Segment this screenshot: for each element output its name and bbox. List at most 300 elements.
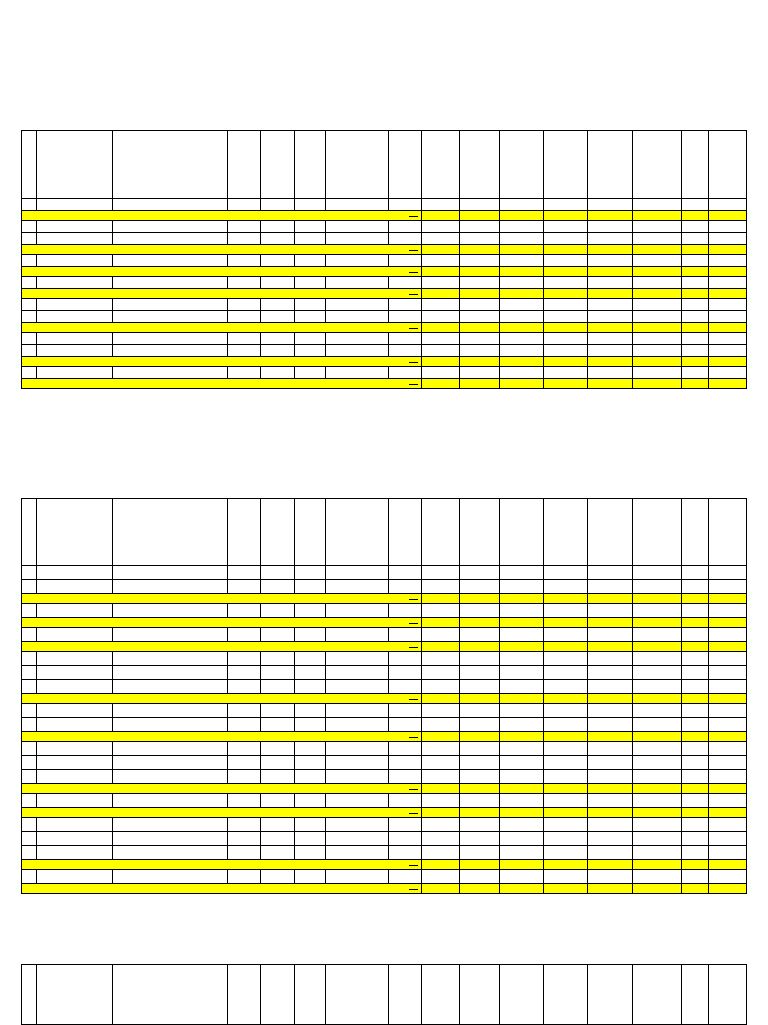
grid-cell[interactable]	[421, 566, 460, 580]
grid-cell[interactable]	[227, 770, 261, 784]
subtotal-cell[interactable]	[681, 594, 708, 604]
grid-cell[interactable]	[113, 718, 227, 732]
grid-cell[interactable]	[294, 580, 325, 594]
subtotal-cell[interactable]	[681, 784, 708, 794]
header-cell[interactable]	[500, 131, 544, 199]
subtotal-cell[interactable]	[632, 323, 681, 333]
subtotal-cell[interactable]	[632, 642, 681, 652]
grid-cell[interactable]	[22, 832, 37, 846]
grid-cell[interactable]	[261, 299, 295, 311]
grid-cell[interactable]	[227, 604, 261, 618]
grid-cell[interactable]	[588, 718, 632, 732]
header-cell[interactable]	[326, 965, 389, 1025]
subtotal-cell[interactable]	[500, 267, 544, 277]
grid-cell[interactable]	[588, 756, 632, 770]
grid-cell[interactable]	[389, 604, 422, 618]
header-cell[interactable]	[22, 499, 37, 566]
header-cell[interactable]	[421, 131, 460, 199]
grid-cell[interactable]	[632, 794, 681, 808]
subtotal-cell[interactable]	[544, 694, 588, 704]
grid-cell[interactable]	[36, 846, 113, 860]
grid-cell[interactable]	[709, 704, 747, 718]
grid-cell[interactable]	[113, 846, 227, 860]
subtotal-cell[interactable]	[632, 379, 681, 389]
subtotal-cell[interactable]	[421, 267, 460, 277]
subtotal-cell[interactable]	[632, 784, 681, 794]
grid-cell[interactable]	[389, 580, 422, 594]
subtotal-cell[interactable]	[460, 211, 500, 221]
grid-cell[interactable]	[460, 742, 500, 756]
grid-cell[interactable]	[389, 770, 422, 784]
grid-cell[interactable]	[22, 299, 37, 311]
subtotal-cell[interactable]	[460, 694, 500, 704]
header-cell[interactable]	[421, 499, 460, 566]
header-cell[interactable]	[460, 499, 500, 566]
header-cell[interactable]	[113, 131, 227, 199]
grid-cell[interactable]	[261, 756, 295, 770]
grid-cell[interactable]	[261, 770, 295, 784]
subtotal-cell[interactable]	[709, 732, 747, 742]
grid-cell[interactable]	[709, 233, 747, 245]
grid-cell[interactable]	[421, 770, 460, 784]
grid-cell[interactable]	[500, 580, 544, 594]
grid-cell[interactable]	[709, 628, 747, 642]
grid-cell[interactable]	[588, 311, 632, 323]
grid-cell[interactable]	[113, 870, 227, 884]
subtotal-cell[interactable]	[421, 884, 460, 894]
subtotal-cell[interactable]	[544, 245, 588, 255]
subtotal-cell[interactable]	[421, 618, 460, 628]
grid-cell[interactable]	[500, 277, 544, 289]
grid-cell[interactable]	[709, 870, 747, 884]
grid-cell[interactable]	[261, 566, 295, 580]
grid-cell[interactable]	[632, 704, 681, 718]
grid-cell[interactable]	[326, 718, 389, 732]
subtotal-label-cell[interactable]	[22, 289, 422, 299]
subtotal-cell[interactable]	[460, 618, 500, 628]
grid-cell[interactable]	[500, 742, 544, 756]
grid-cell[interactable]	[294, 770, 325, 784]
grid-cell[interactable]	[227, 367, 261, 379]
subtotal-cell[interactable]	[681, 289, 708, 299]
subtotal-cell[interactable]	[632, 289, 681, 299]
grid-cell[interactable]	[326, 770, 389, 784]
grid-cell[interactable]	[389, 742, 422, 756]
grid-cell[interactable]	[421, 742, 460, 756]
grid-cell[interactable]	[460, 580, 500, 594]
subtotal-cell[interactable]	[588, 808, 632, 818]
grid-cell[interactable]	[500, 566, 544, 580]
grid-cell[interactable]	[460, 704, 500, 718]
subtotal-cell[interactable]	[681, 808, 708, 818]
grid-cell[interactable]	[421, 652, 460, 666]
grid-cell[interactable]	[544, 756, 588, 770]
subtotal-cell[interactable]	[500, 289, 544, 299]
grid-cell[interactable]	[544, 333, 588, 345]
grid-cell[interactable]	[227, 628, 261, 642]
grid-cell[interactable]	[227, 221, 261, 233]
grid-cell[interactable]	[113, 299, 227, 311]
grid-cell[interactable]	[113, 794, 227, 808]
grid-cell[interactable]	[681, 628, 708, 642]
grid-cell[interactable]	[421, 870, 460, 884]
grid-cell[interactable]	[261, 604, 295, 618]
subtotal-cell[interactable]	[544, 357, 588, 367]
subtotal-cell[interactable]	[588, 267, 632, 277]
grid-cell[interactable]	[294, 652, 325, 666]
grid-cell[interactable]	[500, 832, 544, 846]
grid-cell[interactable]	[36, 718, 113, 732]
subtotal-label-cell[interactable]	[22, 594, 422, 604]
subtotal-cell[interactable]	[421, 211, 460, 221]
subtotal-cell[interactable]	[460, 860, 500, 870]
subtotal-cell[interactable]	[500, 808, 544, 818]
grid-cell[interactable]	[588, 199, 632, 211]
subtotal-cell[interactable]	[421, 323, 460, 333]
grid-cell[interactable]	[22, 311, 37, 323]
subtotal-cell[interactable]	[500, 732, 544, 742]
subtotal-cell[interactable]	[588, 594, 632, 604]
grid-cell[interactable]	[421, 233, 460, 245]
grid-cell[interactable]	[294, 680, 325, 694]
subtotal-cell[interactable]	[709, 594, 747, 604]
grid-cell[interactable]	[588, 846, 632, 860]
subtotal-cell[interactable]	[588, 211, 632, 221]
subtotal-cell[interactable]	[544, 379, 588, 389]
header-cell[interactable]	[544, 131, 588, 199]
grid-cell[interactable]	[544, 742, 588, 756]
grid-cell[interactable]	[326, 299, 389, 311]
grid-cell[interactable]	[681, 277, 708, 289]
grid-cell[interactable]	[588, 832, 632, 846]
grid-cell[interactable]	[681, 770, 708, 784]
grid-cell[interactable]	[294, 566, 325, 580]
grid-cell[interactable]	[326, 652, 389, 666]
grid-cell[interactable]	[261, 367, 295, 379]
grid-cell[interactable]	[709, 604, 747, 618]
subtotal-label-cell[interactable]	[22, 245, 422, 255]
grid-cell[interactable]	[460, 367, 500, 379]
grid-cell[interactable]	[113, 756, 227, 770]
subtotal-cell[interactable]	[588, 379, 632, 389]
header-cell[interactable]	[709, 131, 747, 199]
grid-cell[interactable]	[709, 846, 747, 860]
grid-cell[interactable]	[227, 333, 261, 345]
grid-cell[interactable]	[632, 870, 681, 884]
subtotal-cell[interactable]	[709, 379, 747, 389]
grid-cell[interactable]	[681, 367, 708, 379]
subtotal-cell[interactable]	[500, 642, 544, 652]
grid-cell[interactable]	[227, 311, 261, 323]
grid-cell[interactable]	[22, 277, 37, 289]
subtotal-cell[interactable]	[681, 618, 708, 628]
grid-cell[interactable]	[326, 580, 389, 594]
grid-cell[interactable]	[421, 277, 460, 289]
grid-cell[interactable]	[709, 566, 747, 580]
grid-cell[interactable]	[294, 233, 325, 245]
grid-cell[interactable]	[544, 255, 588, 267]
grid-cell[interactable]	[22, 704, 37, 718]
grid-cell[interactable]	[500, 756, 544, 770]
grid-cell[interactable]	[261, 333, 295, 345]
grid-cell[interactable]	[36, 704, 113, 718]
grid-cell[interactable]	[500, 704, 544, 718]
grid-cell[interactable]	[261, 680, 295, 694]
subtotal-cell[interactable]	[709, 211, 747, 221]
grid-cell[interactable]	[261, 345, 295, 357]
grid-cell[interactable]	[227, 652, 261, 666]
grid-cell[interactable]	[36, 628, 113, 642]
grid-cell[interactable]	[294, 277, 325, 289]
grid-cell[interactable]	[500, 199, 544, 211]
grid-cell[interactable]	[389, 832, 422, 846]
subtotal-cell[interactable]	[421, 245, 460, 255]
grid-cell[interactable]	[588, 333, 632, 345]
subtotal-cell[interactable]	[681, 642, 708, 652]
grid-cell[interactable]	[261, 704, 295, 718]
header-cell[interactable]	[227, 499, 261, 566]
grid-cell[interactable]	[709, 311, 747, 323]
subtotal-cell[interactable]	[709, 618, 747, 628]
grid-cell[interactable]	[421, 818, 460, 832]
subtotal-cell[interactable]	[421, 860, 460, 870]
grid-cell[interactable]	[709, 794, 747, 808]
grid-cell[interactable]	[681, 311, 708, 323]
grid-cell[interactable]	[500, 333, 544, 345]
grid-cell[interactable]	[544, 770, 588, 784]
grid-cell[interactable]	[544, 580, 588, 594]
header-cell[interactable]	[544, 965, 588, 1025]
grid-cell[interactable]	[681, 566, 708, 580]
header-cell[interactable]	[36, 131, 113, 199]
grid-cell[interactable]	[500, 652, 544, 666]
subtotal-cell[interactable]	[421, 694, 460, 704]
grid-cell[interactable]	[632, 680, 681, 694]
grid-cell[interactable]	[36, 255, 113, 267]
grid-cell[interactable]	[294, 704, 325, 718]
subtotal-cell[interactable]	[544, 289, 588, 299]
grid-cell[interactable]	[22, 756, 37, 770]
subtotal-cell[interactable]	[421, 289, 460, 299]
header-cell[interactable]	[326, 131, 389, 199]
grid-cell[interactable]	[294, 299, 325, 311]
grid-cell[interactable]	[681, 756, 708, 770]
grid-cell[interactable]	[227, 345, 261, 357]
grid-cell[interactable]	[421, 221, 460, 233]
grid-cell[interactable]	[36, 652, 113, 666]
header-cell[interactable]	[588, 499, 632, 566]
grid-cell[interactable]	[500, 818, 544, 832]
grid-cell[interactable]	[389, 666, 422, 680]
grid-cell[interactable]	[632, 311, 681, 323]
grid-cell[interactable]	[261, 628, 295, 642]
grid-cell[interactable]	[389, 846, 422, 860]
subtotal-cell[interactable]	[421, 732, 460, 742]
subtotal-cell[interactable]	[709, 884, 747, 894]
grid-cell[interactable]	[421, 756, 460, 770]
grid-cell[interactable]	[36, 680, 113, 694]
grid-cell[interactable]	[709, 199, 747, 211]
grid-cell[interactable]	[36, 345, 113, 357]
grid-cell[interactable]	[632, 742, 681, 756]
grid-cell[interactable]	[421, 199, 460, 211]
subtotal-cell[interactable]	[500, 323, 544, 333]
grid-cell[interactable]	[36, 367, 113, 379]
grid-cell[interactable]	[227, 299, 261, 311]
header-cell[interactable]	[681, 965, 708, 1025]
grid-cell[interactable]	[294, 333, 325, 345]
subtotal-cell[interactable]	[544, 267, 588, 277]
grid-cell[interactable]	[588, 345, 632, 357]
grid-cell[interactable]	[709, 718, 747, 732]
grid-cell[interactable]	[460, 628, 500, 642]
grid-cell[interactable]	[326, 666, 389, 680]
subtotal-cell[interactable]	[544, 884, 588, 894]
grid-cell[interactable]	[227, 255, 261, 267]
subtotal-cell[interactable]	[588, 884, 632, 894]
grid-cell[interactable]	[421, 680, 460, 694]
grid-cell[interactable]	[709, 580, 747, 594]
grid-cell[interactable]	[22, 652, 37, 666]
grid-cell[interactable]	[544, 199, 588, 211]
subtotal-label-cell[interactable]	[22, 642, 422, 652]
grid-cell[interactable]	[389, 333, 422, 345]
header-cell[interactable]	[460, 965, 500, 1025]
grid-cell[interactable]	[460, 299, 500, 311]
grid-cell[interactable]	[261, 742, 295, 756]
grid-cell[interactable]	[294, 666, 325, 680]
header-cell[interactable]	[460, 131, 500, 199]
subtotal-cell[interactable]	[681, 357, 708, 367]
subtotal-cell[interactable]	[500, 694, 544, 704]
grid-cell[interactable]	[460, 333, 500, 345]
grid-cell[interactable]	[421, 333, 460, 345]
subtotal-cell[interactable]	[681, 694, 708, 704]
grid-cell[interactable]	[227, 666, 261, 680]
grid-cell[interactable]	[294, 832, 325, 846]
header-cell[interactable]	[632, 499, 681, 566]
grid-cell[interactable]	[632, 345, 681, 357]
grid-cell[interactable]	[22, 255, 37, 267]
grid-cell[interactable]	[460, 652, 500, 666]
header-cell[interactable]	[681, 131, 708, 199]
grid-cell[interactable]	[22, 794, 37, 808]
subtotal-cell[interactable]	[632, 694, 681, 704]
grid-cell[interactable]	[500, 870, 544, 884]
subtotal-cell[interactable]	[709, 642, 747, 652]
grid-cell[interactable]	[681, 333, 708, 345]
grid-cell[interactable]	[227, 742, 261, 756]
subtotal-cell[interactable]	[500, 618, 544, 628]
subtotal-cell[interactable]	[544, 618, 588, 628]
grid-cell[interactable]	[544, 299, 588, 311]
grid-cell[interactable]	[22, 566, 37, 580]
subtotal-cell[interactable]	[500, 594, 544, 604]
subtotal-cell[interactable]	[588, 642, 632, 652]
grid-cell[interactable]	[36, 233, 113, 245]
grid-cell[interactable]	[36, 794, 113, 808]
grid-cell[interactable]	[113, 566, 227, 580]
grid-cell[interactable]	[588, 770, 632, 784]
grid-cell[interactable]	[681, 652, 708, 666]
grid-cell[interactable]	[460, 345, 500, 357]
grid-cell[interactable]	[681, 846, 708, 860]
grid-cell[interactable]	[709, 832, 747, 846]
grid-cell[interactable]	[22, 345, 37, 357]
grid-cell[interactable]	[544, 277, 588, 289]
grid-cell[interactable]	[36, 604, 113, 618]
subtotal-cell[interactable]	[632, 267, 681, 277]
grid-cell[interactable]	[326, 333, 389, 345]
grid-cell[interactable]	[113, 255, 227, 267]
grid-cell[interactable]	[500, 770, 544, 784]
grid-cell[interactable]	[261, 221, 295, 233]
grid-cell[interactable]	[544, 680, 588, 694]
subtotal-cell[interactable]	[460, 357, 500, 367]
grid-cell[interactable]	[294, 604, 325, 618]
subtotal-cell[interactable]	[681, 323, 708, 333]
grid-cell[interactable]	[681, 704, 708, 718]
header-cell[interactable]	[421, 965, 460, 1025]
subtotal-cell[interactable]	[500, 860, 544, 870]
grid-cell[interactable]	[460, 566, 500, 580]
grid-cell[interactable]	[36, 566, 113, 580]
grid-cell[interactable]	[544, 345, 588, 357]
grid-cell[interactable]	[709, 221, 747, 233]
subtotal-cell[interactable]	[681, 267, 708, 277]
subtotal-cell[interactable]	[709, 694, 747, 704]
grid-cell[interactable]	[632, 718, 681, 732]
grid-cell[interactable]	[294, 718, 325, 732]
grid-cell[interactable]	[294, 255, 325, 267]
subtotal-cell[interactable]	[588, 784, 632, 794]
grid-cell[interactable]	[22, 680, 37, 694]
subtotal-cell[interactable]	[709, 357, 747, 367]
subtotal-label-cell[interactable]	[22, 784, 422, 794]
grid-cell[interactable]	[22, 628, 37, 642]
grid-cell[interactable]	[113, 604, 227, 618]
grid-cell[interactable]	[632, 367, 681, 379]
grid-cell[interactable]	[681, 299, 708, 311]
grid-cell[interactable]	[681, 221, 708, 233]
header-cell[interactable]	[588, 131, 632, 199]
header-cell[interactable]	[389, 499, 422, 566]
grid-cell[interactable]	[421, 367, 460, 379]
grid-cell[interactable]	[389, 299, 422, 311]
subtotal-cell[interactable]	[500, 357, 544, 367]
subtotal-cell[interactable]	[709, 289, 747, 299]
grid-cell[interactable]	[460, 255, 500, 267]
subtotal-cell[interactable]	[709, 808, 747, 818]
grid-cell[interactable]	[261, 794, 295, 808]
grid-cell[interactable]	[544, 233, 588, 245]
grid-cell[interactable]	[294, 345, 325, 357]
grid-cell[interactable]	[389, 566, 422, 580]
grid-cell[interactable]	[500, 794, 544, 808]
subtotal-cell[interactable]	[544, 808, 588, 818]
subtotal-cell[interactable]	[681, 732, 708, 742]
subtotal-cell[interactable]	[709, 267, 747, 277]
grid-cell[interactable]	[588, 870, 632, 884]
grid-cell[interactable]	[261, 255, 295, 267]
grid-cell[interactable]	[113, 652, 227, 666]
grid-cell[interactable]	[460, 794, 500, 808]
grid-cell[interactable]	[22, 846, 37, 860]
subtotal-cell[interactable]	[588, 732, 632, 742]
grid-cell[interactable]	[681, 870, 708, 884]
grid-cell[interactable]	[227, 832, 261, 846]
grid-cell[interactable]	[500, 846, 544, 860]
